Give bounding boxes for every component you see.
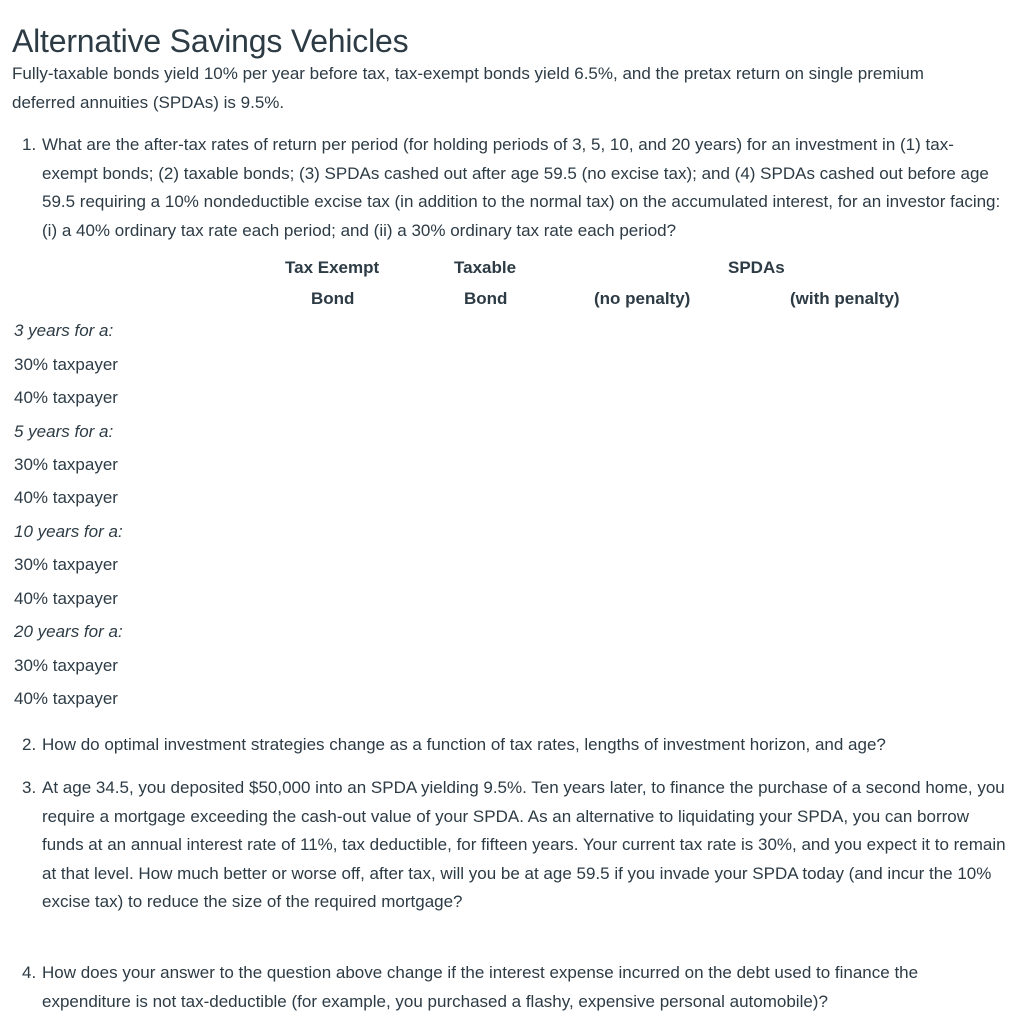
row-label-5y-40: 40% taxpayer xyxy=(14,488,118,507)
intro-paragraph: Fully-taxable bonds yield 10% per year before tax, tax-exempt bonds yield 6.5%, and the pretax return on single premium deferred annuities (SPDAs) is 9.5%. xyxy=(12,64,924,112)
row-label-10-years: 10 years for a: xyxy=(14,522,123,541)
page-title: Alternative Savings Vehicles xyxy=(12,23,409,60)
header-tax-exempt: Tax Exempt xyxy=(285,258,380,277)
header-taxable: Taxable xyxy=(454,258,517,277)
row-label-5-years: 5 years for a: xyxy=(14,422,114,441)
question-number: 2. xyxy=(22,735,37,754)
row-label-20-years: 20 years for a: xyxy=(14,622,123,641)
question-4 xyxy=(22,959,1007,1016)
question-3 xyxy=(22,774,1007,917)
header-spdas: SPDAs xyxy=(728,258,785,277)
row-label-10y-40: 40% taxpayer xyxy=(14,589,118,608)
question-2 xyxy=(22,731,1007,760)
header-bond-taxable: Bond xyxy=(464,289,508,308)
row-label-20y-40: 40% taxpayer xyxy=(14,689,118,708)
row-label-10y-30: 30% taxpayer xyxy=(14,555,118,574)
row-label-3y-30: 30% taxpayer xyxy=(14,355,118,374)
question-number: 4. xyxy=(22,963,37,982)
row-label-3y-40: 40% taxpayer xyxy=(14,388,118,407)
question-text: How do optimal investment strategies change as a function of tax rates, lengths of investment horizon, and age? xyxy=(42,735,886,754)
question-number: 1. xyxy=(22,135,37,154)
question-number: 3. xyxy=(22,778,37,797)
question-text: How does your answer to the question above change if the interest expense incurred on the debt used to finance the expenditure is not tax-deductible (for example, you purchased a flashy, expensive personal automobile)? xyxy=(42,963,919,1011)
row-label-20y-30: 30% taxpayer xyxy=(14,656,118,675)
row-label-5y-30: 30% taxpayer xyxy=(14,455,118,474)
header-no-penalty: (no penalty) xyxy=(594,289,691,308)
question-text: At age 34.5, you deposited $50,000 into an SPDA yielding 9.5%. Ten years later, to finance the purchase of a second home, you require a mortgage exceeding the cash-out value of your SPDA. As an alternative to liquidating your SPDA, you can borrow funds at an annual interest rate of 11%, tax deductible, for fifteen years. Your current tax rate is 30%, and you expect it to remain at that level. How much better or worse off, after tax, will you be at age 59.5 if you invade your SPDA today (and incur the 10% excise tax) to reduce the size of the required mortgage? xyxy=(42,778,1006,911)
row-label-3-years: 3 years for a: xyxy=(14,321,114,340)
question-text: What are the after-tax rates of return per period (for holding periods of 3, 5, 10, and 20 years) for an investment in (1) tax-exempt bonds; (2) taxable bonds; (3) SPDAs cashed out after age 59.5 (no excise tax); and (4) SPDAs cashed out before age 59.5 requiring a 10% nondeductible excise tax (in addition to the normal tax) on the accumulated interest, for an investor facing: (i) a 40% ordinary tax rate each period; and (ii) a 30% ordinary tax rate each period? xyxy=(42,135,1001,240)
header-bond-tax-exempt: Bond xyxy=(311,289,355,308)
header-with-penalty: (with penalty) xyxy=(790,289,900,308)
question-1 xyxy=(22,131,1007,245)
